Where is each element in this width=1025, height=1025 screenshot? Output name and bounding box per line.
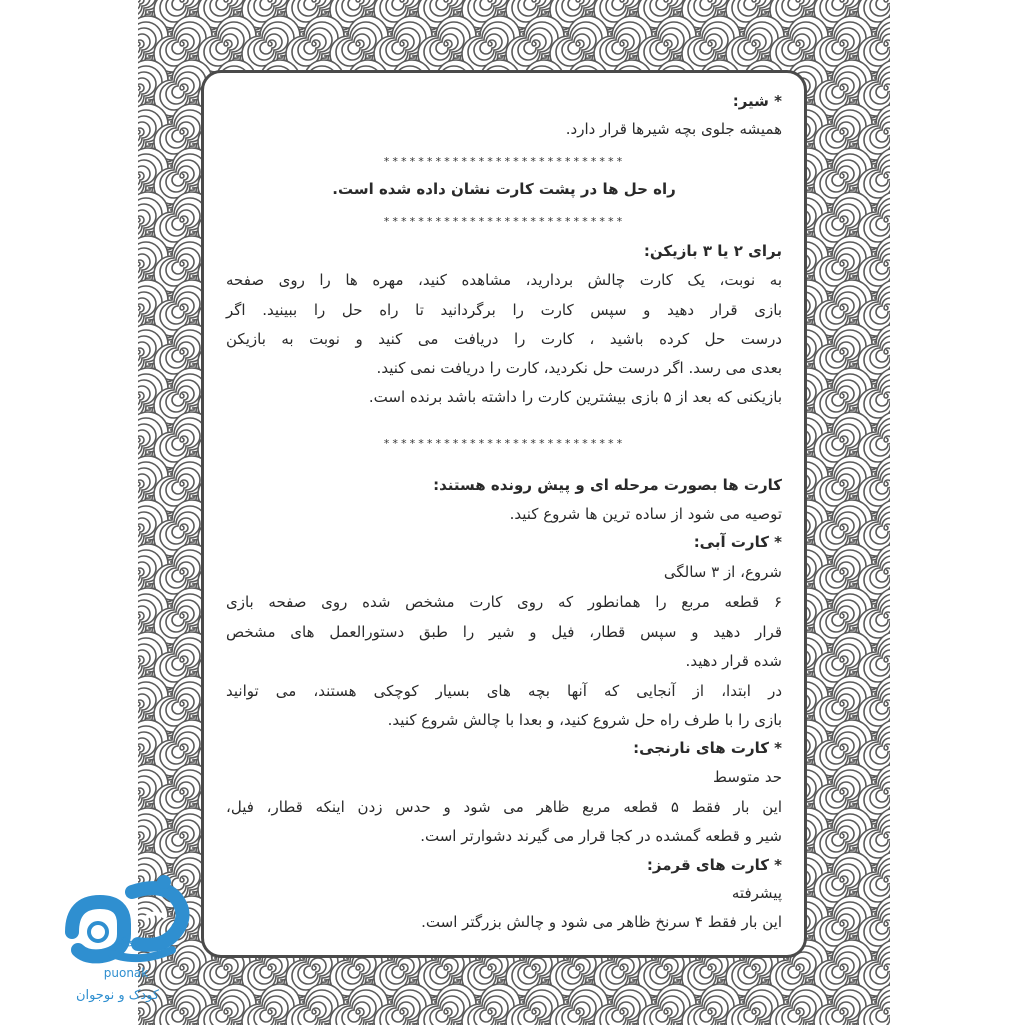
solution-note: راه حل ها در پشت کارت نشان داده شده است. <box>332 180 676 198</box>
logo-tagline: کودک و نوجوان <box>75 988 160 1003</box>
blue-card-note-line: بازی را با طرف راه حل شروع کنید، و بعدا با چالش شروع کنید. <box>387 711 782 729</box>
levels-text: توصیه می شود از ساده ترین ها شروع کنید. <box>509 505 782 523</box>
stars-divider-2: **************************** <box>383 215 625 228</box>
red-card-heading: * کارت های قرمز: <box>646 856 782 874</box>
orange-card-line: شیر و قطعه گمشده در کجا قرار می گیرند دشوارتر است. <box>420 827 782 845</box>
players-line: بازی قرار دهید و سپس کارت را برگردانید تا راه حل را ببینید. اگر <box>226 301 782 319</box>
blue-card-line: شده قرار دهید. <box>685 652 782 670</box>
players-line: بعدی می رسد. اگر درست حل نکردید، کارت را دریافت نمی کنید. <box>376 359 782 377</box>
stars-divider-3: **************************** <box>383 437 625 450</box>
logo-latin-text: puonak <box>103 966 149 980</box>
players-heading: برای ۲ یا ۳ بازیکن: <box>643 242 782 260</box>
orange-card-heading: * کارت های نارنجی: <box>633 739 782 757</box>
players-line: به نوبت، یک کارت چالش بردارید، مشاهده کنید، مهره ها را روی صفحه <box>226 271 782 289</box>
players-line: درست حل کرده باشید ، کارت را دریافت می کنید و نوبت به بازیکن <box>226 330 782 348</box>
red-card-level: پیشرفته <box>731 884 782 902</box>
blue-card-line: قرار دهید و سپس قطار، فیل و شیر را طبق دستورالعمل های مشخص <box>226 623 782 641</box>
logo-mark: پونک <box>117 936 137 947</box>
blue-card-note-line: در ابتدا، از آنجایی که آنها بچه های بسیار کوچکی هستند، می توانید <box>226 682 782 700</box>
red-card-text: این بار فقط ۴ سرنخ ظاهر می شود و چالش بزرگتر است. <box>421 913 782 931</box>
orange-card-line: این بار فقط ۵ قطعه مربع ظاهر می شود و حدس زدن اینکه قطار، فیل، <box>226 798 782 816</box>
players-line: بازیکنی که بعد از ۵ بازی بیشترین کارت را داشته باشد برنده است. <box>368 388 782 406</box>
stars-divider-1: **************************** <box>383 155 625 168</box>
blue-card-level: شروع، از ۳ سالگی <box>663 563 782 581</box>
lion-heading: * شیر: <box>732 92 782 110</box>
blue-card-heading: * کارت آبی: <box>693 533 782 551</box>
instructions-text <box>226 73 782 955</box>
levels-heading: کارت ها بصورت مرحله ای و پیش رونده هستند: <box>433 476 782 494</box>
orange-card-level: حد متوسط <box>712 768 782 786</box>
lion-text: همیشه جلوی بچه شیرها قرار دارد. <box>565 120 782 138</box>
blue-card-line: ۶ قطعه مربع را همانطور که روی کارت مشخص شده روی صفحه بازی <box>226 593 782 611</box>
instruction-card <box>201 70 807 958</box>
